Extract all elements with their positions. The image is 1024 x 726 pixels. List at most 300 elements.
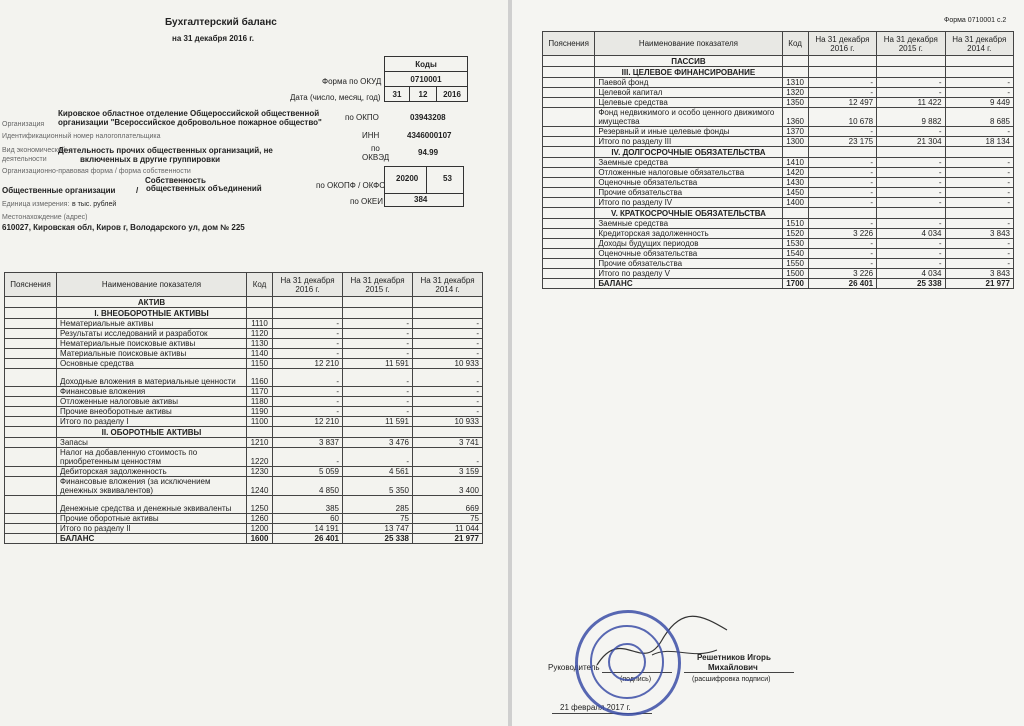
- notes-cell: [543, 168, 595, 178]
- name-cell: Нематериальные активы: [57, 319, 247, 329]
- code-cell: [782, 147, 808, 158]
- value-2016-cell: -: [808, 219, 876, 229]
- value-2014-cell: 21 977: [413, 534, 483, 544]
- document-title: Бухгалтерский баланс: [165, 17, 277, 28]
- table-row: [543, 249, 1014, 259]
- value-2016-cell: 5 059: [273, 467, 343, 477]
- code-cell: 1140: [247, 349, 273, 359]
- code-cell: 1320: [782, 88, 808, 98]
- table-row: [5, 387, 483, 397]
- value-2014-cell: -: [945, 219, 1013, 229]
- name-cell: Целевой капитал: [595, 88, 782, 98]
- value-2016-cell: -: [808, 198, 876, 208]
- activity-label-2: деятельности: [2, 156, 47, 163]
- name-cell: Дебиторская задолженность: [57, 467, 247, 477]
- value-2015-cell: [877, 208, 945, 219]
- notes-cell: [5, 397, 57, 407]
- table-row: [5, 407, 483, 417]
- value-2015-cell: 75: [343, 514, 413, 524]
- code-cell: 1520: [782, 229, 808, 239]
- value-2015-cell: -: [877, 249, 945, 259]
- notes-cell: [5, 534, 57, 544]
- value-2014-cell: 21 977: [945, 279, 1013, 289]
- code-cell: 1420: [782, 168, 808, 178]
- notes-cell: [5, 438, 57, 448]
- date-month: 12: [410, 87, 437, 102]
- notes-cell: [543, 208, 595, 219]
- code-cell: 1230: [247, 467, 273, 477]
- code-cell: 1360: [782, 108, 808, 127]
- value-2016-cell: 4 850: [273, 477, 343, 496]
- value-2016-cell: [808, 147, 876, 158]
- value-2016-cell: 12 210: [273, 417, 343, 427]
- name-cell: Запасы: [57, 438, 247, 448]
- code-cell: 1350: [782, 98, 808, 108]
- value-2016-cell: -: [273, 319, 343, 329]
- value-2014-cell: 3 741: [413, 438, 483, 448]
- value-2015-cell: -: [877, 198, 945, 208]
- notes-cell: [5, 319, 57, 329]
- code-cell: 1170: [247, 387, 273, 397]
- value-2014-cell: [945, 56, 1013, 67]
- value-2014-cell: 10 933: [413, 359, 483, 369]
- value-2015-cell: -: [343, 448, 413, 467]
- value-2015-cell: -: [877, 127, 945, 137]
- table-row: [5, 524, 483, 534]
- name-cell: Оценочные обязательства: [595, 178, 782, 188]
- name-cell: Кредиторская задолженность: [595, 229, 782, 239]
- value-2014-cell: [945, 67, 1013, 78]
- inn-value: 4346000107: [407, 131, 452, 140]
- name-cell: Итого по разделу IV: [595, 198, 782, 208]
- value-2016-cell: -: [808, 239, 876, 249]
- notes-cell: [5, 369, 57, 387]
- value-2014-cell: -: [945, 78, 1013, 88]
- value-2015-cell: 11 422: [877, 98, 945, 108]
- table-row: [543, 239, 1014, 249]
- signer-caption: (расшифровка подписи): [692, 676, 771, 683]
- notes-cell: [5, 417, 57, 427]
- section-row: [543, 147, 1014, 158]
- value-2016-cell: 12 210: [273, 359, 343, 369]
- code-cell: 1160: [247, 369, 273, 387]
- notes-cell: [543, 239, 595, 249]
- org-name-line1: Кировское областное отделение Общероссийской общественной: [58, 109, 320, 118]
- value-2015-cell: -: [343, 397, 413, 407]
- notes-cell: [5, 359, 57, 369]
- code-cell: 1430: [782, 178, 808, 188]
- name-cell: III. ЦЕЛЕВОЕ ФИНАНСИРОВАНИЕ: [595, 67, 782, 78]
- name-cell: БАЛАНС: [57, 534, 247, 544]
- name-cell: Заемные средства: [595, 158, 782, 168]
- value-2016-cell: -: [273, 369, 343, 387]
- code-cell: 1200: [247, 524, 273, 534]
- code-cell: [247, 308, 273, 319]
- value-2014-cell: 3 400: [413, 477, 483, 496]
- notes-cell: [543, 67, 595, 78]
- signature-role: Руководитель: [548, 663, 600, 672]
- name-cell: Итого по разделу V: [595, 269, 782, 279]
- code-cell: [247, 297, 273, 308]
- table-row: [5, 417, 483, 427]
- value-2015-cell: -: [343, 387, 413, 397]
- code-cell: 1260: [247, 514, 273, 524]
- name-cell: Денежные средства и денежные эквиваленты: [57, 496, 247, 514]
- value-2014-cell: -: [945, 168, 1013, 178]
- table-row: [5, 319, 483, 329]
- name-cell: Итого по разделу III: [595, 137, 782, 147]
- value-2016-cell: 3 226: [808, 229, 876, 239]
- value-2015-cell: -: [877, 178, 945, 188]
- value-2015-cell: 3 476: [343, 438, 413, 448]
- value-2014-cell: [413, 297, 483, 308]
- name-cell: БАЛАНС: [595, 279, 782, 289]
- okved-value: 94.99: [418, 148, 439, 157]
- col-2014: На 31 декабря 2014 г.: [413, 273, 483, 297]
- table-row: [543, 229, 1014, 239]
- table-row: [543, 108, 1014, 127]
- value-2015-cell: -: [343, 339, 413, 349]
- section-row: [543, 56, 1014, 67]
- notes-cell: [543, 219, 595, 229]
- code-cell: 1180: [247, 397, 273, 407]
- value-2014-cell: 10 933: [413, 417, 483, 427]
- value-2016-cell: -: [808, 168, 876, 178]
- notes-cell: [5, 329, 57, 339]
- notes-cell: [543, 147, 595, 158]
- table-row: [5, 349, 483, 359]
- name-cell: Результаты исследований и разработок: [57, 329, 247, 339]
- table-row: [543, 98, 1014, 108]
- name-cell: Резервный и иные целевые фонды: [595, 127, 782, 137]
- table-row: [5, 514, 483, 524]
- value-2014-cell: 3 843: [945, 229, 1013, 239]
- notes-cell: [543, 127, 595, 137]
- code-cell: 1240: [247, 477, 273, 496]
- section-row: [5, 427, 483, 438]
- date-label: Дата (число, месяц, год): [290, 93, 381, 102]
- notes-cell: [5, 524, 57, 534]
- table-row: [5, 369, 483, 387]
- col-2015-2: На 31 декабря 2015 г.: [877, 32, 945, 56]
- code-cell: [782, 56, 808, 67]
- value-2016-cell: [273, 427, 343, 438]
- form-ref: Форма 0710001 с.2: [944, 17, 1007, 24]
- okfs-value: 53: [443, 174, 452, 183]
- unit-value: в тыс. рублей: [72, 201, 117, 208]
- value-2016-cell: 23 175: [808, 137, 876, 147]
- value-2014-cell: -: [413, 448, 483, 467]
- value-2014-cell: -: [945, 259, 1013, 269]
- name-cell: АКТИВ: [57, 297, 247, 308]
- okpo-value: 03943208: [410, 113, 446, 122]
- value-2015-cell: [343, 427, 413, 438]
- value-2016-cell: [808, 56, 876, 67]
- value-2016-cell: -: [808, 188, 876, 198]
- value-2016-cell: 12 497: [808, 98, 876, 108]
- notes-cell: [543, 249, 595, 259]
- code-cell: 1530: [782, 239, 808, 249]
- value-2016-cell: -: [808, 249, 876, 259]
- value-2016-cell: -: [273, 407, 343, 417]
- value-2015-cell: -: [877, 188, 945, 198]
- unit-label: Единица измерения:: [2, 201, 70, 208]
- value-2015-cell: -: [343, 329, 413, 339]
- notes-cell: [543, 158, 595, 168]
- name-cell: Отложенные налоговые обязательства: [595, 168, 782, 178]
- value-2015-cell: -: [343, 407, 413, 417]
- okved-label-2: ОКВЭД: [362, 153, 390, 162]
- code-cell: 1500: [782, 269, 808, 279]
- table-row: [5, 467, 483, 477]
- notes-cell: [5, 496, 57, 514]
- code-cell: 1120: [247, 329, 273, 339]
- value-2014-cell: -: [413, 397, 483, 407]
- col-2016: На 31 декабря 2016 г.: [273, 273, 343, 297]
- value-2015-cell: -: [343, 319, 413, 329]
- value-2015-cell: [343, 297, 413, 308]
- value-2014-cell: [413, 427, 483, 438]
- col-2016-2: На 31 декабря 2016 г.: [808, 32, 876, 56]
- codes-box: [384, 56, 468, 102]
- value-2015-cell: 13 747: [343, 524, 413, 534]
- activity-line1: Деятельность прочих общественных организаций, не: [58, 146, 273, 155]
- stamp-emblem-icon: [608, 643, 646, 681]
- name-cell: Отложенные налоговые активы: [57, 397, 247, 407]
- table-row: [543, 178, 1014, 188]
- value-2016-cell: 26 401: [808, 279, 876, 289]
- code-cell: 1150: [247, 359, 273, 369]
- code-cell: 1550: [782, 259, 808, 269]
- notes-cell: [543, 178, 595, 188]
- table-row: [543, 168, 1014, 178]
- value-2014-cell: [945, 147, 1013, 158]
- notes-cell: [543, 56, 595, 67]
- okei-value: 384: [414, 195, 428, 204]
- table-row: [5, 397, 483, 407]
- value-2016-cell: -: [808, 259, 876, 269]
- notes-cell: [5, 427, 57, 438]
- col-2014-2: На 31 декабря 2014 г.: [945, 32, 1013, 56]
- value-2014-cell: -: [413, 387, 483, 397]
- name-cell: Итого по разделу I: [57, 417, 247, 427]
- value-2016-cell: -: [808, 78, 876, 88]
- table-row: [543, 158, 1014, 168]
- table-row: [543, 137, 1014, 147]
- okud-value: 0710001: [385, 72, 468, 87]
- value-2014-cell: -: [945, 239, 1013, 249]
- inn-label: ИНН: [362, 131, 380, 140]
- notes-cell: [543, 137, 595, 147]
- value-2016-cell: 14 191: [273, 524, 343, 534]
- code-cell: 1300: [782, 137, 808, 147]
- name-cell: Нематериальные поисковые активы: [57, 339, 247, 349]
- value-2016-cell: -: [273, 339, 343, 349]
- code-cell: 1400: [782, 198, 808, 208]
- code-cell: 1450: [782, 188, 808, 198]
- notes-cell: [5, 448, 57, 467]
- name-cell: Материальные поисковые активы: [57, 349, 247, 359]
- signer-name-1: Решетников Игорь: [697, 653, 771, 662]
- name-cell: IV. ДОЛГОСРОЧНЫЕ ОБЯЗАТЕЛЬСТВА: [595, 147, 782, 158]
- table-row: [543, 259, 1014, 269]
- value-2015-cell: [877, 67, 945, 78]
- name-cell: Заемные средства: [595, 219, 782, 229]
- value-2014-cell: 75: [413, 514, 483, 524]
- balance-page-1: [0, 0, 508, 726]
- okud-label: Форма по ОКУД: [322, 77, 382, 86]
- name-cell: V. КРАТКОСРОЧНЫЕ ОБЯЗАТЕЛЬСТВА: [595, 208, 782, 219]
- value-2014-cell: 18 134: [945, 137, 1013, 147]
- value-2016-cell: [273, 308, 343, 319]
- value-2015-cell: 25 338: [343, 534, 413, 544]
- value-2016-cell: 60: [273, 514, 343, 524]
- value-2016-cell: 3 837: [273, 438, 343, 448]
- organization-stamp: [575, 610, 681, 716]
- value-2015-cell: 4 034: [877, 269, 945, 279]
- value-2015-cell: -: [877, 158, 945, 168]
- value-2016-cell: 3 226: [808, 269, 876, 279]
- code-cell: 1370: [782, 127, 808, 137]
- name-cell: Финансовые вложения (за исключением денежных эквивалентов): [57, 477, 247, 496]
- notes-cell: [543, 198, 595, 208]
- code-cell: 1130: [247, 339, 273, 349]
- value-2015-cell: 5 350: [343, 477, 413, 496]
- code-cell: 1600: [247, 534, 273, 544]
- value-2016-cell: [808, 208, 876, 219]
- notes-cell: [5, 467, 57, 477]
- notes-cell: [5, 514, 57, 524]
- notes-cell: [5, 349, 57, 359]
- value-2014-cell: 3 159: [413, 467, 483, 477]
- notes-cell: [5, 387, 57, 397]
- legal-form-line1: Собственность: [145, 176, 206, 185]
- table-row: [543, 188, 1014, 198]
- value-2015-cell: -: [343, 349, 413, 359]
- table-row: [5, 329, 483, 339]
- name-cell: I. ВНЕОБОРОТНЫЕ АКТИВЫ: [57, 308, 247, 319]
- table-row: [543, 269, 1014, 279]
- section-row: [5, 297, 483, 308]
- signature-caption: (подпись): [620, 676, 652, 683]
- value-2014-cell: -: [945, 249, 1013, 259]
- table-row: [5, 496, 483, 514]
- name-cell: Прочие обязательства: [595, 188, 782, 198]
- table-row: [543, 78, 1014, 88]
- name-cell: Целевые средства: [595, 98, 782, 108]
- col-notes-2: Пояснения: [543, 32, 595, 56]
- value-2015-cell: [343, 308, 413, 319]
- code-cell: 1540: [782, 249, 808, 259]
- value-2016-cell: -: [808, 88, 876, 98]
- table-row: [543, 127, 1014, 137]
- activity-label-1: Вид экономической: [2, 147, 66, 154]
- notes-cell: [5, 297, 57, 308]
- notes-cell: [543, 98, 595, 108]
- legal-form-label: Организационно-правовая форма / форма собственности: [2, 168, 191, 175]
- value-2016-cell: 385: [273, 496, 343, 514]
- notes-cell: [5, 339, 57, 349]
- table-row: [5, 448, 483, 467]
- name-cell: Фонд недвижимого и особо ценного движимого имущества: [595, 108, 782, 127]
- value-2015-cell: 11 591: [343, 417, 413, 427]
- value-2014-cell: -: [945, 127, 1013, 137]
- notes-cell: [543, 229, 595, 239]
- name-cell: ПАССИВ: [595, 56, 782, 67]
- name-cell: Основные средства: [57, 359, 247, 369]
- org-name-line2: организации "Всероссийское добровольное пожарное общество": [58, 118, 322, 127]
- value-2015-cell: [877, 56, 945, 67]
- value-2016-cell: -: [808, 127, 876, 137]
- code-cell: [782, 67, 808, 78]
- notes-cell: [5, 407, 57, 417]
- activity-line2: включенных в другие группировки: [80, 155, 221, 164]
- value-2015-cell: -: [877, 168, 945, 178]
- address-label: Местонахождение (адрес): [2, 214, 88, 221]
- value-2014-cell: [413, 308, 483, 319]
- notes-cell: [5, 308, 57, 319]
- value-2016-cell: 26 401: [273, 534, 343, 544]
- value-2015-cell: -: [877, 78, 945, 88]
- name-cell: Доходные вложения в материальные ценности: [57, 369, 247, 387]
- value-2014-cell: 9 449: [945, 98, 1013, 108]
- legal-form-own: общественных объединений: [146, 184, 262, 193]
- okopf-value: 20200: [396, 174, 419, 183]
- value-2014-cell: -: [413, 329, 483, 339]
- value-2016-cell: -: [808, 178, 876, 188]
- value-2016-cell: -: [273, 397, 343, 407]
- value-2015-cell: [877, 147, 945, 158]
- value-2015-cell: -: [343, 369, 413, 387]
- value-2015-cell: 21 304: [877, 137, 945, 147]
- col-notes: Пояснения: [5, 273, 57, 297]
- table-row: [543, 279, 1014, 289]
- notes-cell: [543, 269, 595, 279]
- value-2015-cell: 9 882: [877, 108, 945, 127]
- value-2014-cell: 11 044: [413, 524, 483, 534]
- name-cell: Доходы будущих периодов: [595, 239, 782, 249]
- section-row: [5, 308, 483, 319]
- value-2014-cell: -: [945, 158, 1013, 168]
- notes-cell: [543, 88, 595, 98]
- notes-cell: [543, 279, 595, 289]
- signature-date: 21 февраля 2017 г.: [560, 703, 631, 712]
- notes-cell: [543, 259, 595, 269]
- code-cell: 1310: [782, 78, 808, 88]
- col-name: Наименование показателя: [57, 273, 247, 297]
- table-row: [543, 219, 1014, 229]
- table-row: [5, 534, 483, 544]
- code-cell: [782, 208, 808, 219]
- value-2014-cell: 669: [413, 496, 483, 514]
- value-2015-cell: -: [877, 259, 945, 269]
- codes-header: Коды: [385, 57, 468, 72]
- table-row: [543, 198, 1014, 208]
- org-label: Организация: [2, 121, 45, 128]
- value-2016-cell: 10 678: [808, 108, 876, 127]
- table-row: [5, 438, 483, 448]
- value-2016-cell: [808, 67, 876, 78]
- value-2016-cell: [273, 297, 343, 308]
- value-2015-cell: 25 338: [877, 279, 945, 289]
- table-row: [5, 477, 483, 496]
- value-2014-cell: -: [945, 198, 1013, 208]
- liabilities-table: [542, 31, 1014, 289]
- name-cell: Прочие обязательства: [595, 259, 782, 269]
- value-2014-cell: -: [413, 407, 483, 417]
- code-cell: 1100: [247, 417, 273, 427]
- date-year: 2016: [437, 87, 468, 102]
